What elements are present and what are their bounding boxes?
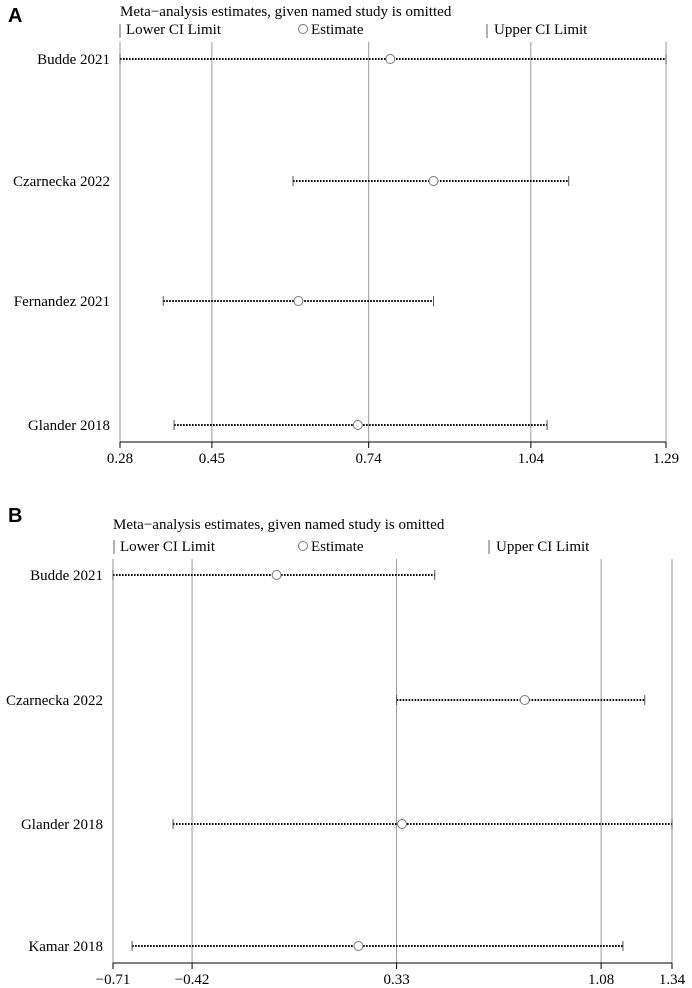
study-row (30, 568, 435, 584)
x-tick-label: 0.74 (355, 451, 382, 467)
legend (114, 539, 590, 555)
study-row (14, 294, 434, 310)
study-label: Glander 2018 (20, 817, 103, 833)
study-label: Kamar 2018 (28, 939, 103, 955)
estimate-point (520, 696, 529, 705)
study-row (13, 174, 569, 190)
legend-upper-label: Upper CI Limit (494, 22, 588, 38)
study-row (37, 52, 666, 68)
x-tick-label: 0.45 (198, 451, 226, 467)
x-tick-label: −0.71 (95, 972, 131, 988)
study-label: Czarnecka 2022 (12, 174, 110, 190)
estimate-point (354, 942, 363, 951)
x-tick-label: 1.34 (658, 972, 686, 988)
estimate-point (429, 177, 438, 186)
estimate-point (272, 571, 281, 580)
x-tick-label: 0.33 (383, 972, 410, 988)
panel-b (6, 505, 686, 988)
legend-lower-label: Lower CI Limit (126, 22, 221, 38)
x-tick-label: −0.42 (174, 972, 210, 988)
study-row (28, 939, 622, 955)
study-label: Budde 2021 (37, 52, 110, 68)
estimate-point (386, 55, 395, 64)
study-label: Budde 2021 (30, 568, 103, 584)
estimate-point (398, 820, 407, 829)
x-tick-label: 1.29 (652, 451, 680, 467)
legend-lower-label: Lower CI Limit (120, 539, 215, 555)
panel-a (8, 4, 679, 467)
estimate-point (353, 421, 362, 430)
legend-estimate-marker (299, 542, 308, 551)
legend-estimate-label: Estimate (311, 22, 364, 38)
legend-upper-label: Upper CI Limit (496, 539, 590, 555)
legend-estimate-marker (299, 25, 308, 34)
study-label: Fernandez 2021 (13, 294, 110, 310)
panel-label: A (8, 5, 23, 27)
x-tick-label: 1.04 (517, 451, 544, 467)
study-label: Czarnecka 2022 (5, 693, 103, 709)
estimate-point (294, 297, 303, 306)
x-tick-label: 1.08 (587, 972, 615, 988)
study-label: Glander 2018 (27, 418, 110, 434)
x-tick-label: 0.28 (106, 451, 134, 467)
chart-title: Meta−analysis estimates, given named study is omitted (113, 517, 445, 533)
legend-estimate-label: Estimate (311, 539, 364, 555)
chart-title: Meta−analysis estimates, given named study is omitted (120, 4, 452, 20)
panel-label: B (8, 505, 23, 527)
legend (120, 22, 588, 38)
study-row (21, 817, 672, 833)
study-row (6, 693, 645, 709)
study-row (28, 418, 547, 434)
